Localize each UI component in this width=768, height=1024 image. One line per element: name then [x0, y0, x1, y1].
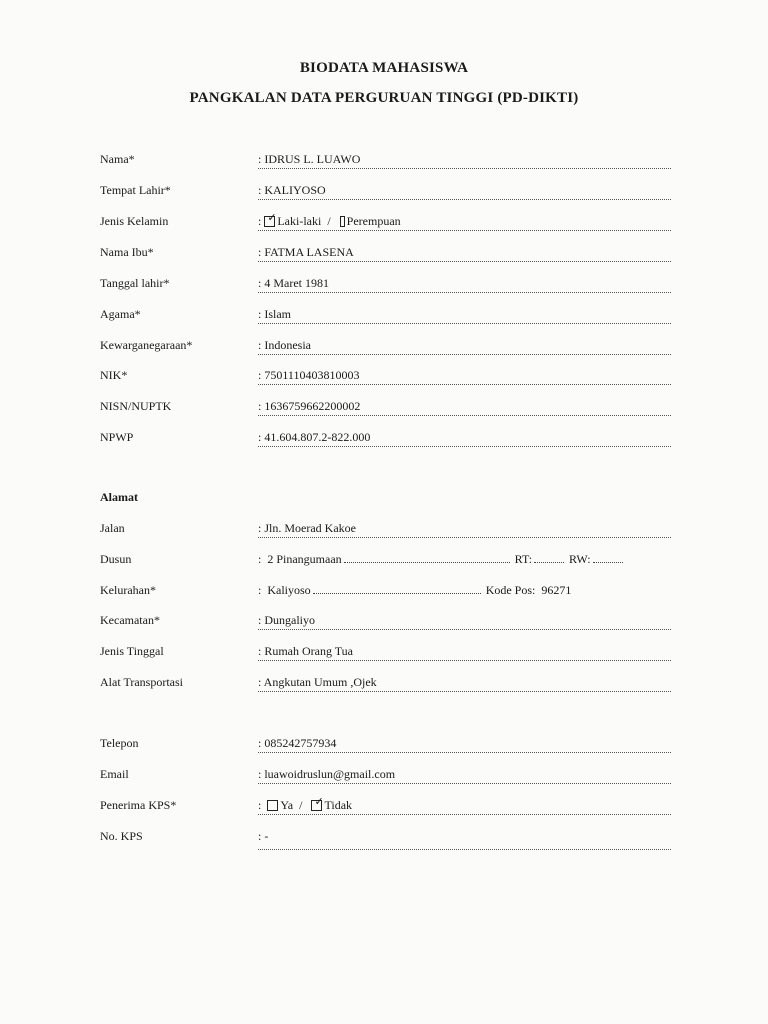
option-perempuan: Perempuan: [346, 214, 401, 228]
field-label: Email: [100, 767, 129, 781]
field-npwp: [0, 430, 768, 452]
dotted-line: [258, 323, 671, 324]
field-jenis-kelamin: [0, 214, 768, 236]
field-value: : KALIYOSO: [258, 183, 326, 197]
dotted-line: [258, 849, 671, 850]
field-label: Tanggal lahir*: [100, 276, 170, 290]
dotted-line: [258, 292, 671, 293]
check-mark-icon: ✓: [314, 796, 324, 808]
field-alat-transportasi: [0, 675, 768, 697]
field-value: : IDRUS L. LUAWO: [258, 152, 361, 166]
check-mark-icon: ✓: [267, 212, 277, 224]
dotted-line: [258, 384, 671, 385]
dotted-fill: [593, 562, 623, 563]
field-value: : Jln. Moerad Kakoe: [258, 521, 356, 535]
dotted-line: [258, 168, 671, 169]
field-label: Kecamatan*: [100, 613, 160, 627]
dotted-line: [258, 783, 671, 784]
kode-pos-value: 96271: [541, 583, 572, 597]
dotted-fill: [534, 562, 564, 563]
field-label: NPWP: [100, 430, 134, 444]
field-value: : -: [258, 829, 269, 843]
field-label: Alat Transportasi: [100, 675, 184, 689]
dotted-line: [258, 752, 671, 753]
dotted-fill: [344, 562, 510, 563]
field-label: No. KPS: [100, 829, 143, 843]
field-value: : 41.604.807.2-822.000: [258, 430, 371, 444]
page-subtitle: PANGKALAN DATA PERGURUAN TINGGI (PD-DIKTI): [189, 90, 579, 106]
colon: :: [258, 583, 262, 597]
field-label: Kewarganegaraan*: [100, 338, 193, 352]
colon: :: [258, 214, 262, 228]
checkbox-tidak[interactable]: [311, 796, 324, 811]
field-value: : 085242757934: [258, 736, 337, 750]
field-kewarganegaraan: [0, 338, 768, 360]
rt-label: RT:: [514, 552, 533, 566]
option-tidak: Tidak: [324, 798, 353, 812]
field-jenis-tinggal: [0, 644, 768, 666]
option-laki-laki: Laki-laki: [277, 214, 322, 228]
field-label: Jalan: [100, 521, 125, 535]
field-value: : 4 Maret 1981: [258, 276, 329, 290]
field-value: : Angkutan Umum ,Ojek: [258, 675, 377, 689]
field-value: [258, 214, 401, 229]
dotted-line: [258, 415, 671, 416]
field-no-kps: [0, 829, 768, 851]
field-nama: [0, 152, 768, 174]
field-label: Jenis Tinggal: [100, 644, 164, 658]
field-label: Tempat Lahir*: [100, 183, 171, 197]
page-title: BIODATA MAHASISWA: [299, 60, 469, 76]
field-value: : Islam: [258, 307, 291, 321]
field-label: NISN/NUPTK: [100, 399, 172, 413]
dotted-line: [258, 660, 671, 661]
dotted-fill: [313, 593, 481, 594]
field-value: [258, 583, 571, 598]
rw-label: RW:: [569, 552, 591, 566]
field-value: : 1636759662200002: [258, 399, 361, 413]
kode-pos-label: Kode Pos:: [485, 583, 536, 597]
dusun-value: 2 Pinangumaan: [267, 552, 342, 566]
kelurahan-value: Kaliyoso: [267, 583, 311, 597]
dotted-line: [258, 537, 671, 538]
field-label: Kelurahan*: [100, 583, 156, 597]
field-label: Nama*: [100, 152, 135, 166]
field-label: Telepon: [100, 736, 139, 750]
field-agama: [0, 307, 768, 329]
dotted-line: [258, 691, 671, 692]
field-value: : Rumah Orang Tua: [258, 644, 354, 658]
dotted-line: [258, 814, 671, 815]
colon: :: [258, 798, 262, 812]
field-label: Nama Ibu*: [100, 245, 154, 259]
dotted-line: [258, 354, 671, 355]
option-ya: Ya: [280, 798, 294, 812]
dotted-line: [258, 230, 671, 231]
field-value: : Dungaliyo: [258, 613, 315, 627]
field-nik: [0, 368, 768, 390]
checkbox-perempuan[interactable]: [340, 216, 345, 227]
field-value: : luawoidruslun@gmail.com: [258, 767, 396, 781]
field-tempat-lahir: [0, 183, 768, 205]
colon: :: [258, 552, 262, 566]
field-label: Penerima KPS*: [100, 798, 177, 812]
dotted-line: [258, 261, 671, 262]
field-penerima-kps: [0, 798, 768, 820]
dotted-line: [258, 446, 671, 447]
section-alamat: [0, 490, 768, 512]
checkbox-laki-laki[interactable]: [264, 212, 277, 227]
field-value: : 7501110403810003: [258, 368, 360, 382]
field-kelurahan: [0, 583, 768, 605]
separator: /: [299, 798, 303, 812]
field-nama-ibu: [0, 245, 768, 267]
dotted-line: [258, 199, 671, 200]
field-value: : FATMA LASENA: [258, 245, 354, 259]
field-value: [258, 798, 352, 813]
field-jalan: [0, 521, 768, 543]
field-tanggal-lahir: [0, 276, 768, 298]
field-nisn: [0, 399, 768, 421]
field-kecamatan: [0, 613, 768, 635]
separator: /: [327, 214, 331, 228]
section-heading: Alamat: [100, 490, 138, 504]
field-label: NIK*: [100, 368, 128, 382]
checkbox-ya[interactable]: [267, 800, 278, 811]
field-label: Dusun: [100, 552, 132, 566]
field-value: [258, 552, 625, 567]
field-label: Agama*: [100, 307, 141, 321]
field-email: [0, 767, 768, 789]
field-dusun: [0, 552, 768, 574]
field-label: Jenis Kelamin: [100, 214, 169, 228]
field-telepon: [0, 736, 768, 758]
field-value: : Indonesia: [258, 338, 311, 352]
dotted-line: [258, 629, 671, 630]
